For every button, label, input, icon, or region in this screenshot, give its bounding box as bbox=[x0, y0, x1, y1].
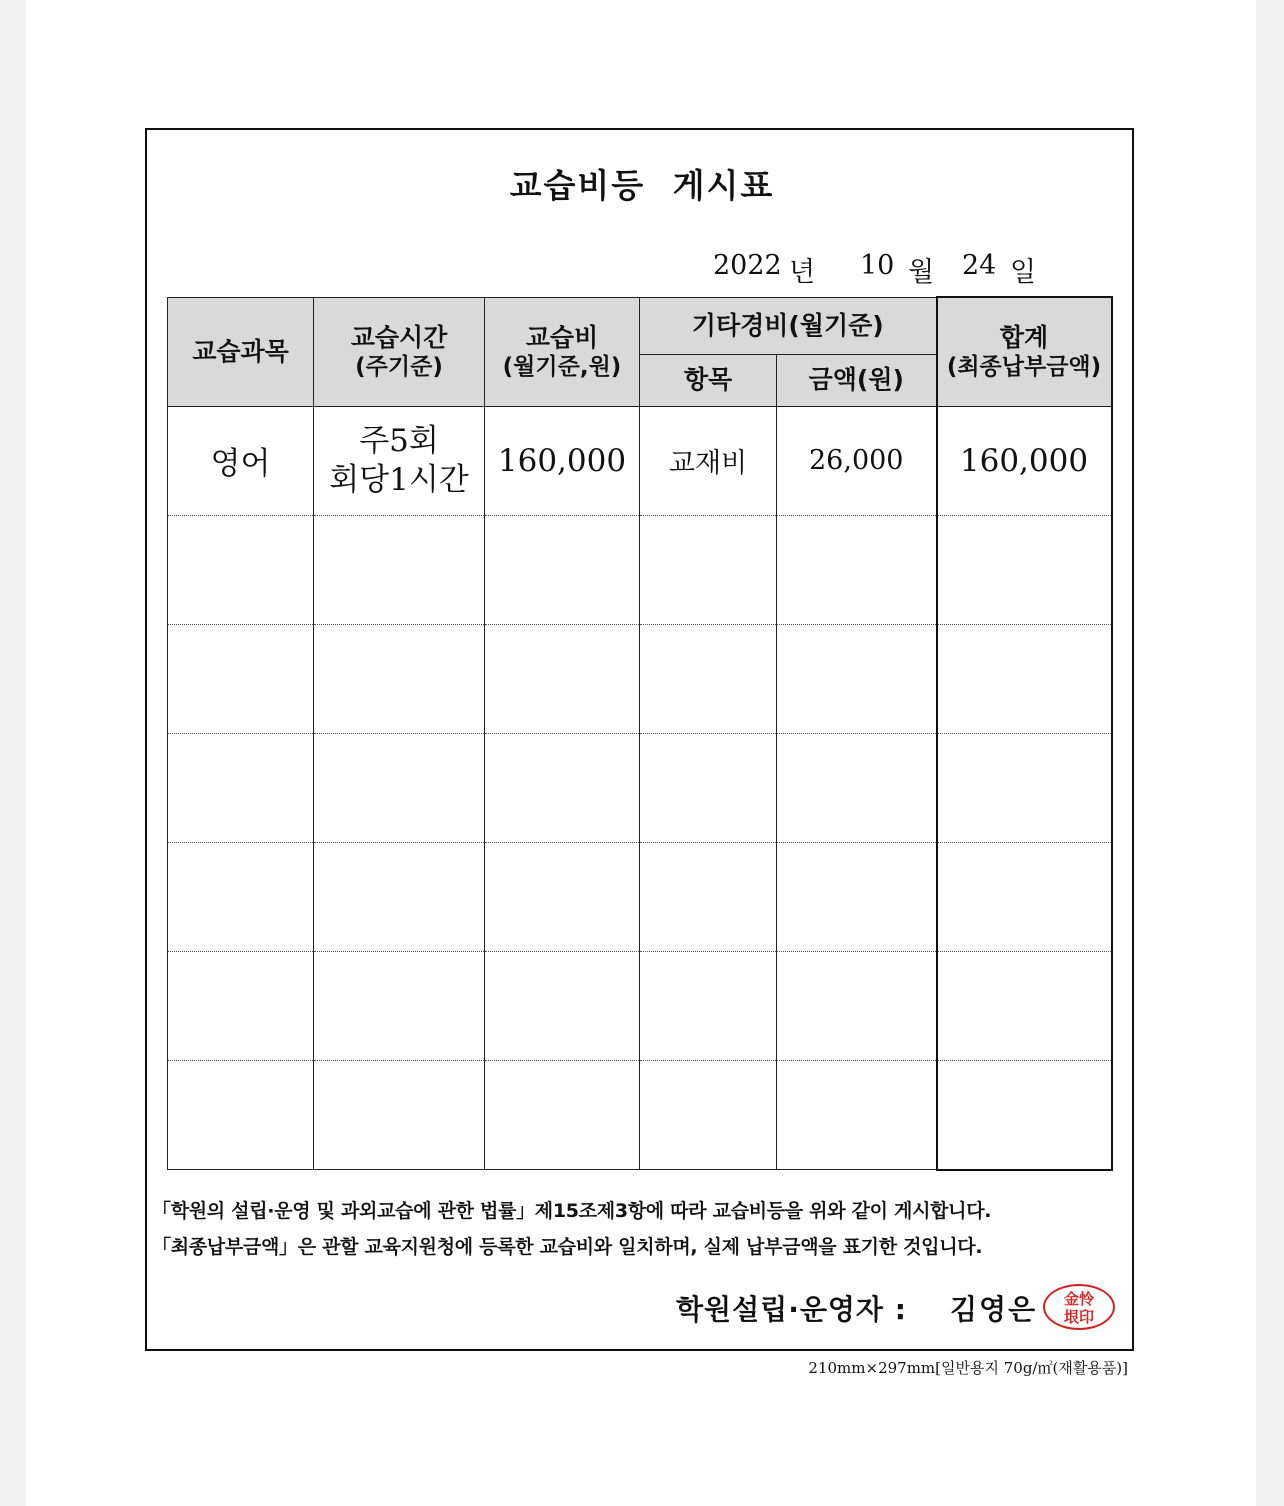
document-title: 교습비등 게시표 bbox=[509, 166, 775, 205]
cell-hours bbox=[314, 733, 485, 842]
notice-line-2: 「최종납부금액」은 관할 교육지원청에 등록한 교습비와 일치하며, 실제 납부금액을 표기한 것입니다. bbox=[152, 1236, 983, 1258]
cell-total bbox=[937, 842, 1112, 951]
cell-fee bbox=[485, 1060, 640, 1170]
signature-label: 학원설립·운영자 : bbox=[676, 1293, 907, 1326]
cell-total bbox=[937, 515, 1112, 624]
table-row bbox=[168, 733, 1112, 842]
date-month-unit: 월 bbox=[908, 257, 935, 288]
red-seal-stamp bbox=[1043, 1284, 1115, 1330]
seal-line-2: 垠印 bbox=[1063, 1308, 1094, 1326]
cell-item bbox=[640, 842, 777, 951]
header-fee bbox=[485, 297, 640, 406]
fee-table bbox=[167, 296, 1113, 1171]
cell-subject bbox=[168, 733, 314, 842]
cell-hours bbox=[314, 624, 485, 733]
cell-hours-line1: 주5회 bbox=[359, 422, 439, 459]
header-other-expenses: 기타경비(월기준) bbox=[640, 297, 937, 354]
cell-amount bbox=[777, 733, 937, 842]
date-year: 2022 bbox=[713, 250, 782, 281]
cell-amount bbox=[777, 951, 937, 1060]
cell-total bbox=[937, 1060, 1112, 1170]
cell-fee bbox=[485, 733, 640, 842]
table-row bbox=[168, 406, 1112, 515]
table-row bbox=[168, 842, 1112, 951]
cell-item bbox=[640, 624, 777, 733]
cell-hours bbox=[314, 1060, 485, 1170]
cell-total bbox=[937, 624, 1112, 733]
header-hours-sub: (주기준) bbox=[355, 353, 443, 380]
cell-hours bbox=[314, 951, 485, 1060]
notice-line-1: 「학원의 설립·운영 및 과외교습에 관한 법률」제15조제3항에 따라 교습비등을 위와 같이 게시합니다. bbox=[152, 1200, 992, 1222]
table-row bbox=[168, 624, 1112, 733]
cell-amount: 26,000 bbox=[777, 406, 937, 515]
header-hours-label: 교습시간 bbox=[350, 322, 448, 352]
cell-fee bbox=[485, 624, 640, 733]
cell-subject bbox=[168, 624, 314, 733]
date-day-unit: 일 bbox=[1010, 257, 1037, 288]
cell-fee bbox=[485, 842, 640, 951]
signature-name: 김영은 bbox=[950, 1293, 1038, 1326]
paper-spec: 210mm×297mm[일반용지 70g/㎡(재활용품)] bbox=[808, 1359, 1128, 1377]
cell-amount bbox=[777, 624, 937, 733]
table-row bbox=[168, 515, 1112, 624]
cell-hours-line2: 회당1시간 bbox=[329, 461, 469, 498]
header-fee-label: 교습비 bbox=[525, 322, 599, 352]
header-item: 항목 bbox=[640, 354, 777, 406]
signature-row bbox=[640, 1284, 1120, 1330]
cell-fee bbox=[485, 515, 640, 624]
cell-amount bbox=[777, 1060, 937, 1170]
cell-subject: 영어 bbox=[168, 406, 314, 515]
cell-subject bbox=[168, 842, 314, 951]
cell-item bbox=[640, 733, 777, 842]
date-day: 24 bbox=[962, 250, 997, 281]
cell-fee: 160,000 bbox=[485, 406, 640, 515]
cell-amount bbox=[777, 842, 937, 951]
header-hours bbox=[314, 297, 485, 406]
date-year-unit: 년 bbox=[789, 257, 816, 288]
cell-hours bbox=[314, 406, 485, 515]
table-row bbox=[168, 1060, 1112, 1170]
cell-item bbox=[640, 1060, 777, 1170]
table-row bbox=[168, 951, 1112, 1060]
cell-item: 교재비 bbox=[640, 406, 777, 515]
cell-item bbox=[640, 515, 777, 624]
date-month: 10 bbox=[860, 250, 895, 281]
header-total-sub: (최종납부금액) bbox=[946, 354, 1102, 380]
header-total-label: 합계 bbox=[999, 322, 1049, 352]
cell-amount bbox=[777, 515, 937, 624]
legal-notice bbox=[152, 1193, 1132, 1265]
cell-hours bbox=[314, 515, 485, 624]
cell-subject bbox=[168, 1060, 314, 1170]
cell-total bbox=[937, 951, 1112, 1060]
cell-total: 160,000 bbox=[937, 406, 1112, 515]
cell-subject bbox=[168, 951, 314, 1060]
cell-subject bbox=[168, 515, 314, 624]
header-subject: 교습과목 bbox=[168, 297, 314, 406]
header-amount: 금액(원) bbox=[777, 354, 937, 406]
seal-line-1: 金怜 bbox=[1063, 1290, 1094, 1308]
cell-item bbox=[640, 951, 777, 1060]
cell-hours bbox=[314, 842, 485, 951]
header-fee-sub: (월기준,원) bbox=[502, 353, 622, 380]
cell-fee bbox=[485, 951, 640, 1060]
header-total bbox=[937, 297, 1112, 406]
cell-total bbox=[937, 733, 1112, 842]
